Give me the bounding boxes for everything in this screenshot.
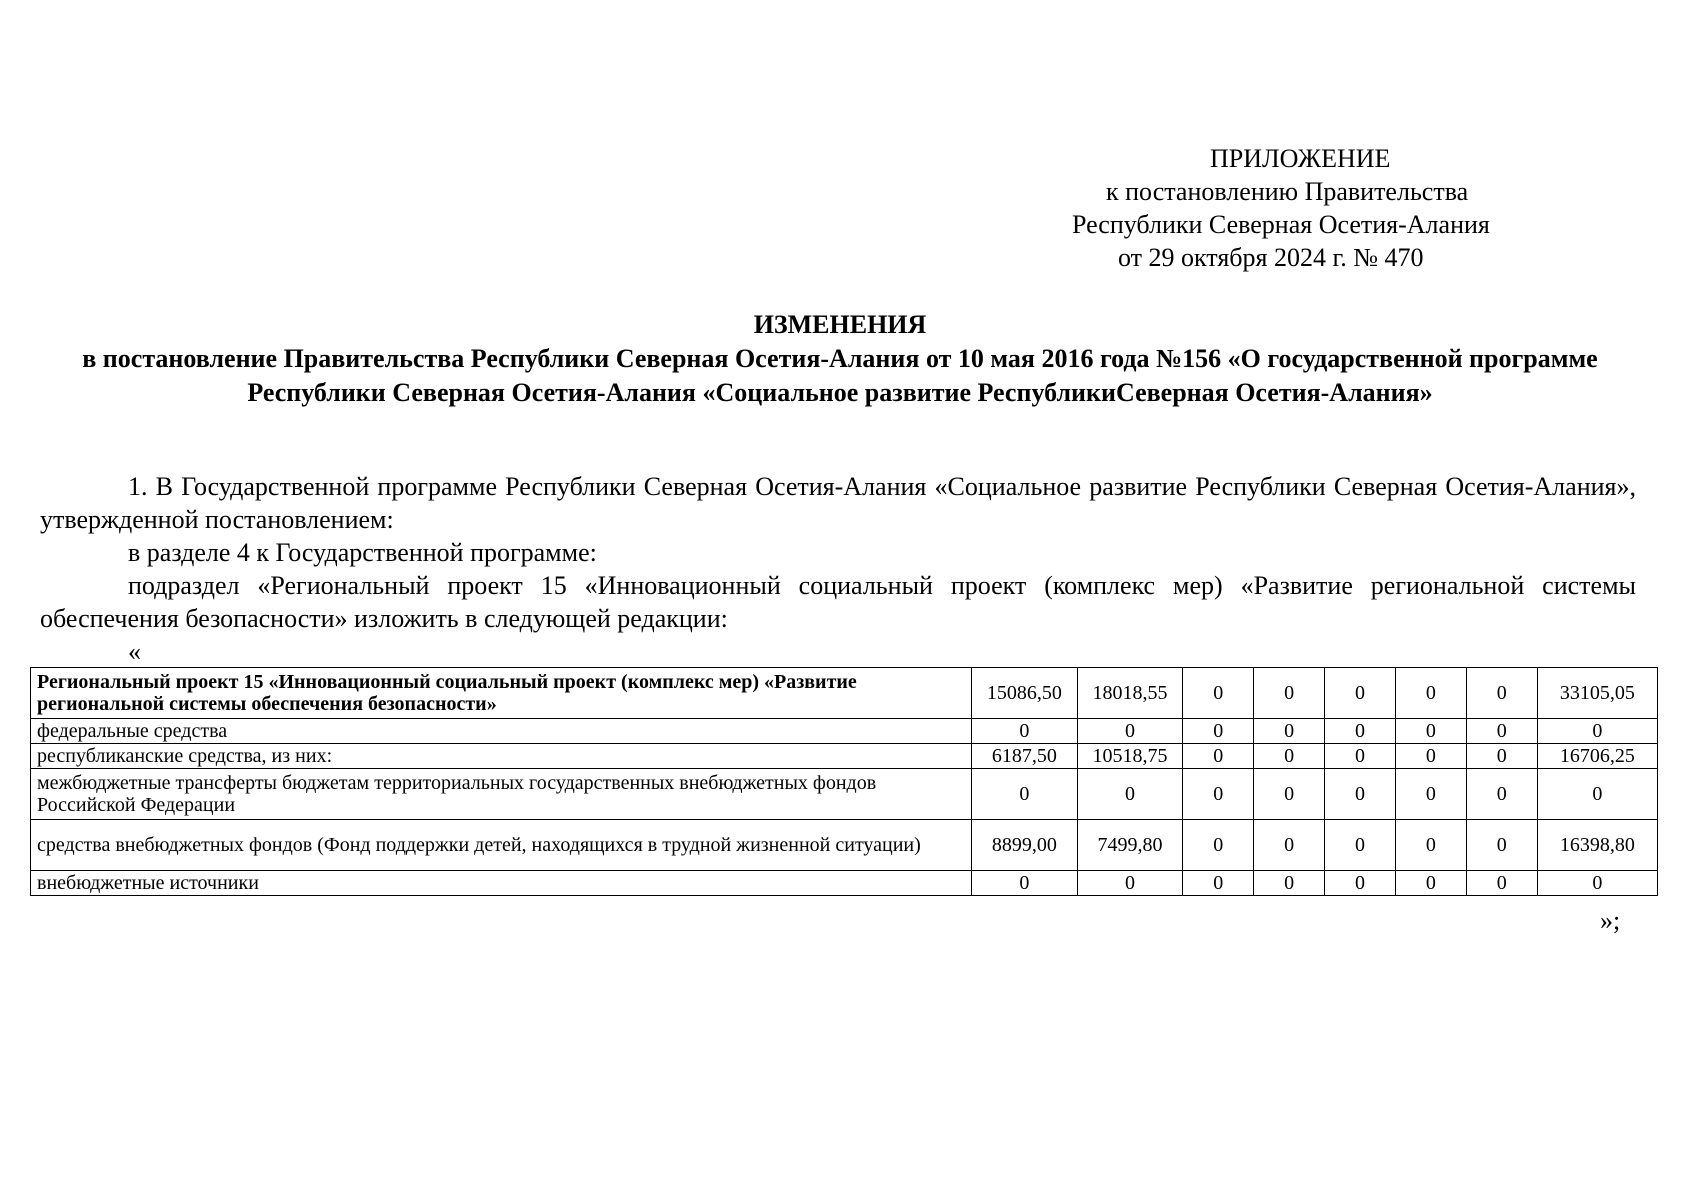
paragraph-2: в разделе 4 к Государственной программе: [128, 538, 597, 567]
cell-value: 0 [1395, 871, 1466, 896]
cell-total: 16706,25 [1537, 744, 1657, 769]
cell-total: 0 [1537, 769, 1657, 820]
cell-value: 0 [1466, 744, 1537, 769]
cell-value: 0 [1325, 871, 1396, 896]
cell-value: 10518,75 [1077, 744, 1183, 769]
row-label: федеральные средства [31, 719, 972, 744]
row-label: внебюджетные источники [31, 871, 972, 896]
cell-value: 0 [1466, 871, 1537, 896]
cell-value: 0 [1395, 820, 1466, 871]
cell-value: 0 [1325, 744, 1396, 769]
document-body [40, 470, 1636, 665]
table-row [31, 769, 1658, 820]
cell-value: 0 [1077, 719, 1183, 744]
cell-value: 0 [1466, 719, 1537, 744]
cell-value: 0 [1254, 744, 1325, 769]
cell-value: 0 [1077, 769, 1183, 820]
close-quote: »; [1600, 906, 1621, 935]
cell-value: 0 [1183, 820, 1254, 871]
cell-value: 15086,50 [972, 668, 1078, 719]
paragraph-3: подраздел «Региональный проект 15 «Инновационный социальный проект (комплекс мер) «Развитие региональной системы обеспечения безопасности» изложить в следующей редакции: [40, 571, 1636, 633]
row-label: межбюджетные трансферты бюджетам территориальных государственных внебюджетных фондов Российской Федерации [31, 769, 972, 820]
appendix-line-date-number: от 29 октября 2024 г. № 470 [1118, 243, 1424, 272]
cell-value: 0 [1183, 719, 1254, 744]
cell-value: 0 [1077, 871, 1183, 896]
cell-value: 0 [1325, 719, 1396, 744]
cell-value: 0 [1183, 668, 1254, 719]
document-heading [60, 308, 1620, 410]
cell-value: 8899,00 [972, 820, 1078, 871]
cell-value: 0 [1395, 769, 1466, 820]
cell-value: 0 [1183, 744, 1254, 769]
cell-value: 0 [1325, 769, 1396, 820]
cell-value: 0 [1466, 769, 1537, 820]
cell-value: 0 [1254, 668, 1325, 719]
funding-table [30, 667, 1658, 896]
cell-total: 33105,05 [1537, 668, 1657, 719]
cell-value: 0 [1325, 668, 1396, 719]
row-label: республиканские средства, из них: [31, 744, 972, 769]
cell-value: 0 [1395, 668, 1466, 719]
cell-total: 0 [1537, 871, 1657, 896]
cell-value: 7499,80 [1077, 820, 1183, 871]
open-quote: « [128, 637, 141, 666]
table-row [31, 719, 1658, 744]
table-row [31, 871, 1658, 896]
cell-value: 0 [1395, 719, 1466, 744]
appendix-line-republic: Республики Северная Осетия-Алания [1072, 210, 1490, 239]
cell-value: 0 [1395, 744, 1466, 769]
cell-value: 0 [1325, 820, 1396, 871]
cell-value: 6187,50 [972, 744, 1078, 769]
appendix-title: ПРИЛОЖЕНИЕ [1210, 144, 1391, 173]
paragraph-1: 1. В Государственной программе Республики Северная Осетия-Алания «Социальное развитие Республики Северная Осетия-Алания», утвержденной постановлением: [40, 472, 1636, 534]
cell-total: 16398,80 [1537, 820, 1657, 871]
table-row [31, 668, 1658, 719]
cell-total: 0 [1537, 719, 1657, 744]
cell-value: 18018,55 [1077, 668, 1183, 719]
cell-value: 0 [1466, 668, 1537, 719]
cell-value: 0 [972, 769, 1078, 820]
cell-value: 0 [972, 719, 1078, 744]
row-label: средства внебюджетных фондов (Фонд поддержки детей, находящихся в трудной жизненной ситуации) [31, 820, 972, 871]
table-row [31, 820, 1658, 871]
appendix-block [1060, 142, 1620, 274]
row-label: Региональный проект 15 «Инновационный социальный проект (комплекс мер) «Развитие региональной системы обеспечения безопасности» [31, 668, 972, 719]
cell-value: 0 [1183, 769, 1254, 820]
cell-value: 0 [1466, 820, 1537, 871]
cell-value: 0 [1254, 719, 1325, 744]
cell-value: 0 [1254, 820, 1325, 871]
cell-value: 0 [1254, 769, 1325, 820]
table-row [31, 744, 1658, 769]
appendix-line-resolution: к постановлению Правительства [1106, 177, 1469, 206]
heading-subtitle: в постановление Правительства Республики Северная Осетия-Алания от 10 мая 2016 года №156 «О государственной программе Республики Северная Осетия-Алания «Социальное развитие РеспубликиСеверная Осетия-Алания» [82, 344, 1598, 407]
cell-value: 0 [1254, 871, 1325, 896]
cell-value: 0 [1183, 871, 1254, 896]
heading-title: ИЗМЕНЕНИЯ [753, 310, 927, 339]
cell-value: 0 [972, 871, 1078, 896]
